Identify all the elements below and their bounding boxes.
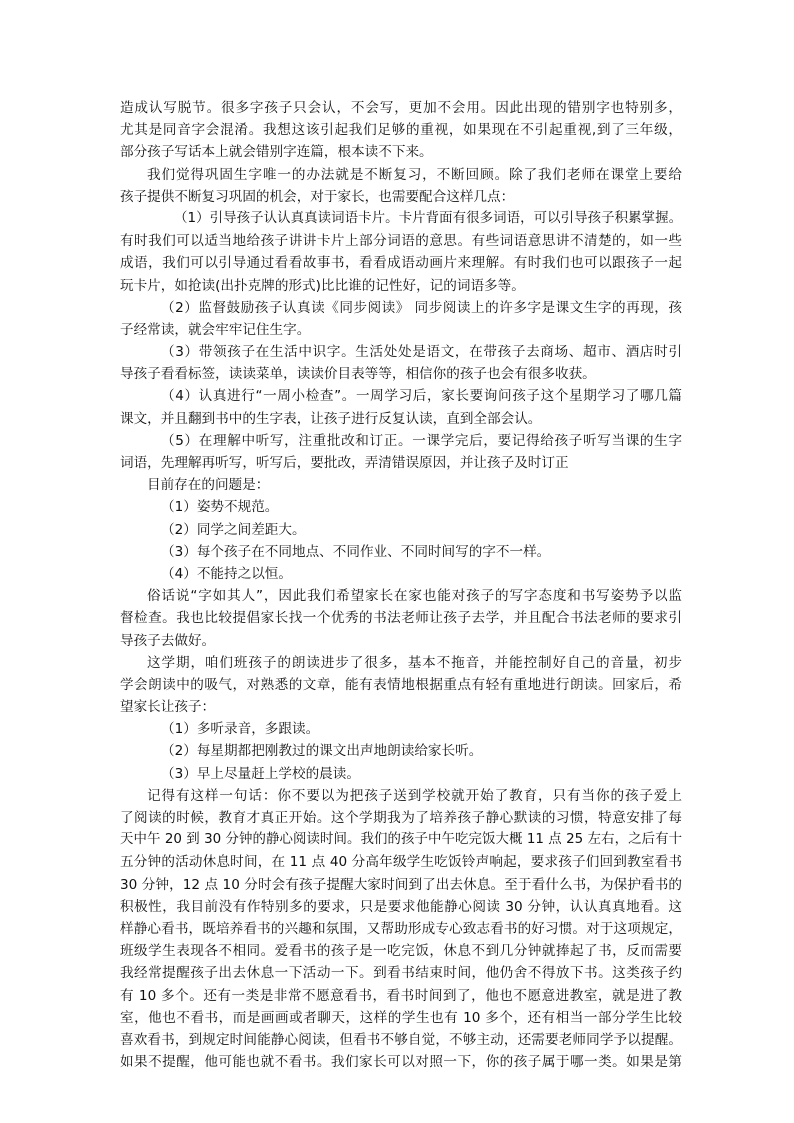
text-line: （2）每星期都把刚教过的课文出声地朗读给家长听。 bbox=[161, 743, 483, 760]
text-line: 子经常读，就会牢牢记住生字。 bbox=[120, 321, 311, 338]
text-line: 望家长让孩子： bbox=[120, 699, 216, 716]
text-line: 词语，先理解再听写，听写后，要批改，弄清错误原因，并让孩子及时订正 bbox=[120, 455, 569, 471]
text-line: 导孩子去做好。 bbox=[120, 632, 216, 649]
text-line: 我经常提醒孩子出去休息一下活动一下。到看书结束时间，他仍舍不得放下书。这类孩子约 bbox=[120, 965, 682, 982]
text-line: 玩卡片，如抢读(出扑克牌的形式)比比谁的记性好，记的词语多等。 bbox=[120, 277, 525, 294]
text-line: （3）每个孩子在不同地点、不同作业、不同时间写的字不一样。 bbox=[161, 543, 551, 560]
text-line: 积极性，我目前没有作特别多的要求，只是要求他能静心阅读 30 分钟，认认真真地看。这 bbox=[120, 898, 682, 915]
text-line: 造成认写脱节。很多字孩子只会认，不会写，更加不会用。因此出现的错别字也特别多， bbox=[120, 100, 682, 116]
text-line: 记得有这样一句话：你不要以为把孩子送到学校就开始了教育，只有当你的孩子爱上 bbox=[147, 787, 682, 804]
text-line: 了阅读的时候，教育才真正开始。这个学期我为了培养孩子静心默读的习惯，特意安排了每 bbox=[120, 810, 682, 826]
text-line: 班级学生表现各不相同。爱看书的孩子是一吃完饭，休息不到几分钟就捧起了书，反而需要 bbox=[120, 943, 682, 960]
document-body bbox=[120, 97, 682, 1073]
text-line: 样静心看书，既培养看书的兴趣和氛围，又帮助形成专心致志看书的好习惯。对于这项规定， bbox=[120, 920, 682, 937]
text-line: （3）早上尽量赶上学校的晨读。 bbox=[161, 765, 360, 782]
text-line: （4）不能持之以恒。 bbox=[161, 565, 292, 582]
text-line: 孩子提供不断复习巩固的机会，对于家长，也需要配合这样几点： bbox=[120, 188, 515, 205]
text-line: 我们觉得巩固生字唯一的办法就是不断复习，不断回顾。除了我们老师在课堂上要给 bbox=[147, 166, 682, 183]
text-line: 天中午 20 到 30 分钟的静心阅读时间。我们的孩子中午吃完饭大概 11 点 25 左右，之后有十 bbox=[120, 832, 682, 848]
text-line: （2）监督鼓励孩子认真读《同步阅读》 同步阅读上的许多字是课文生字的再现，孩 bbox=[161, 299, 682, 316]
text-line: 尤其是同音字会混淆。我想这该引起我们足够的重视，如果现在不引起重视,到了三年级， bbox=[120, 122, 682, 139]
text-line: （4）认真进行“一周小检查”。一周学习后，家长要询问孩子这个星期学习了哪几篇 bbox=[161, 388, 682, 405]
text-line: （1）多听录音，多跟读。 bbox=[161, 721, 320, 738]
text-line: 督检查。我也比较提倡家长找一个优秀的书法老师让孩子去学，并且配合书法老师的要求引 bbox=[120, 610, 682, 627]
text-line: 俗话说“字如其人”，因此我们希望家长在家也能对孩子的写字态度和书写姿势予以监 bbox=[147, 588, 682, 605]
text-line: （1）姿势不规范。 bbox=[161, 499, 279, 516]
text-line: 室，他也不看书，而是画画或者聊天，这样的学生也有 10 多个，还有相当一部分学生比较 bbox=[120, 1009, 682, 1026]
text-line: 成语，我们可以引导通过看看故事书，看看成语动画片来理解。有时我们也可以跟孩子一起 bbox=[120, 255, 682, 272]
text-line: 这学期，咱们班孩子的朗读进步了很多，基本不拖音，并能控制好自己的音量，初步 bbox=[147, 654, 682, 671]
text-line: 部分孩子写话本上就会错别字连篇，根本读不下来。 bbox=[120, 144, 433, 161]
text-line: 学会朗读中的吸气，对熟悉的文章，能有表情地根据重点有轻有重地进行朗读。回家后，希 bbox=[120, 676, 682, 693]
text-line: 五分钟的活动休息时间，在 11 点 40 分高年级学生吃饭铃声响起，要求孩子们回到教室看书 bbox=[120, 854, 682, 871]
text-line: （3）带领孩子在生活中识字。生活处处是语文，在带孩子去商场、超市、酒店时引 bbox=[161, 344, 682, 361]
text-line: 有时我们可以适当地给孩子讲讲卡片上部分词语的意思。有些词语意思讲不清楚的，如一些 bbox=[120, 233, 682, 250]
text-line: 课文，并且翻到书中的生字表，让孩子进行反复认读，直到全部会认。 bbox=[120, 410, 542, 427]
text-line: 如果不提醒，他可能也就不看书。我们家长可以对照一下，你的孩子属于哪一类。如果是第 bbox=[120, 1054, 682, 1071]
text-line: 有 10 多个。还有一类是非常不愿意看书，看书时间到了，他也不愿意进教室，就是进了教 bbox=[120, 987, 682, 1004]
text-line: （5）在理解中听写，注重批改和订正。一课学完后，要记得给孩子听写当课的生字 bbox=[161, 432, 682, 449]
text-line: （2）同学之间差距大。 bbox=[161, 521, 306, 538]
text-line: 喜欢看书，到规定时间能静心阅读，但看书不够自觉，不够主动，还需要老师同学予以提醒。 bbox=[120, 1031, 682, 1048]
text-line: 目前存在的问题是： bbox=[147, 477, 270, 494]
text-line: 导孩子看看标签，读读菜单，读读价目表等等，相信你的孩子也会有很多收获。 bbox=[120, 366, 596, 383]
text-line: （1）引导孩子认认真真读词语卡片。卡片背面有很多词语，可以引导孩子积累掌握。 bbox=[174, 210, 682, 226]
text-line: 30 分钟，12 点 10 分时会有孩子提醒大家时间到了出去休息。至于看什么书，为保护看书的 bbox=[120, 876, 682, 893]
